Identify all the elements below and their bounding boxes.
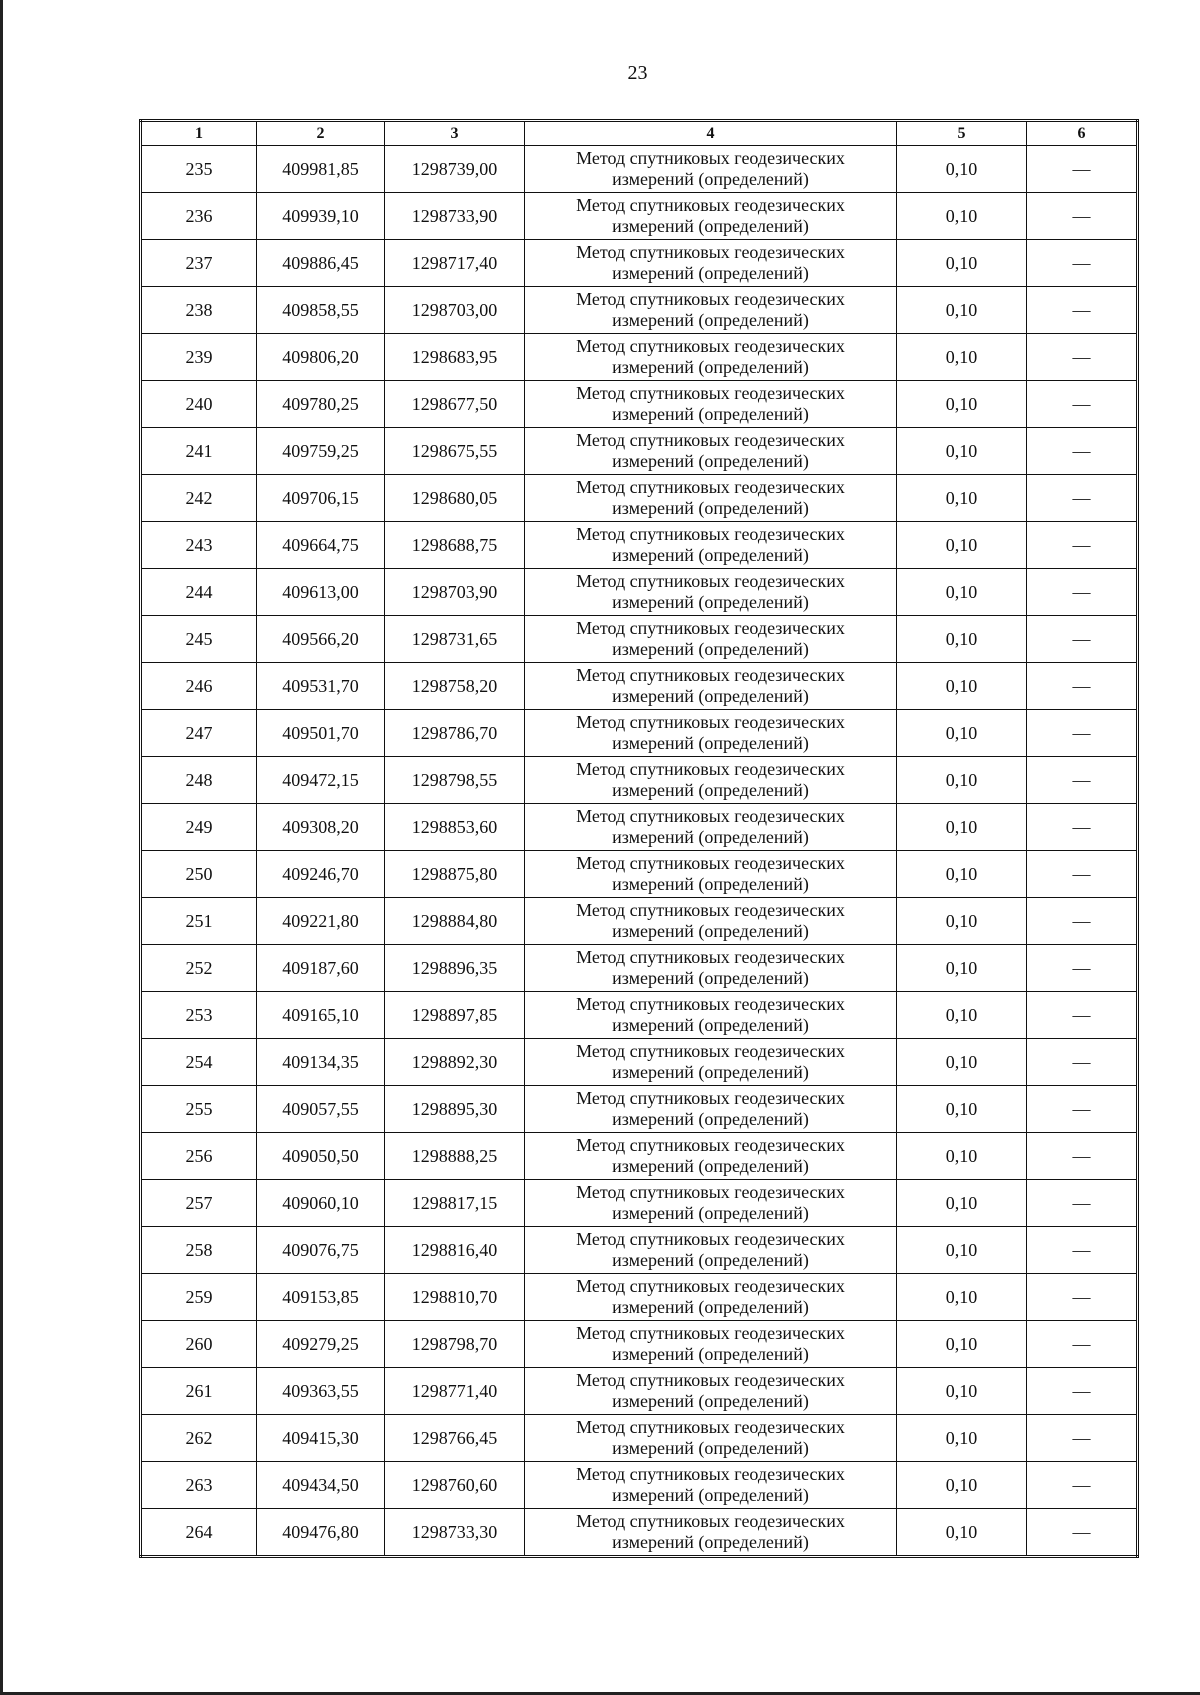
table-row [141, 1321, 1138, 1368]
table-row [141, 287, 1138, 334]
note-cell: — [1027, 240, 1138, 287]
y-coordinate-cell: 1298677,50 [385, 381, 525, 428]
accuracy-cell: 0,10 [897, 569, 1027, 616]
table-row [141, 992, 1138, 1039]
y-coordinate-cell: 1298683,95 [385, 334, 525, 381]
y-coordinate-cell: 1298766,45 [385, 1415, 525, 1462]
point-number-cell: 238 [141, 287, 257, 334]
note-cell: — [1027, 1368, 1138, 1415]
note-cell: — [1027, 992, 1138, 1039]
x-coordinate-cell: 409566,20 [257, 616, 385, 663]
table-row [141, 851, 1138, 898]
point-number-cell: 243 [141, 522, 257, 569]
method-line-2: измерений (определений) [612, 1438, 809, 1458]
table-row [141, 428, 1138, 475]
method-line-1: Метод спутниковых геодезических [576, 853, 845, 873]
accuracy-cell: 0,10 [897, 1274, 1027, 1321]
accuracy-cell: 0,10 [897, 945, 1027, 992]
method-line-2: измерений (определений) [612, 1062, 809, 1082]
method-cell [525, 569, 897, 616]
y-coordinate-cell: 1298733,90 [385, 193, 525, 240]
method-cell [525, 616, 897, 663]
table-row [141, 146, 1138, 193]
method-cell [525, 945, 897, 992]
method-cell [525, 663, 897, 710]
accuracy-cell: 0,10 [897, 1321, 1027, 1368]
table-row [141, 757, 1138, 804]
table-body [141, 146, 1138, 1557]
x-coordinate-cell: 409501,70 [257, 710, 385, 757]
y-coordinate-cell: 1298798,70 [385, 1321, 525, 1368]
y-coordinate-cell: 1298895,30 [385, 1086, 525, 1133]
method-line-2: измерений (определений) [612, 733, 809, 753]
method-cell [525, 475, 897, 522]
method-line-1: Метод спутниковых геодезических [576, 571, 845, 591]
accuracy-cell: 0,10 [897, 710, 1027, 757]
method-line-1: Метод спутниковых геодезических [576, 947, 845, 967]
table-row [141, 569, 1138, 616]
y-coordinate-cell: 1298703,90 [385, 569, 525, 616]
table-row [141, 522, 1138, 569]
method-cell [525, 898, 897, 945]
table-row [141, 1180, 1138, 1227]
method-line-1: Метод спутниковых геодезических [576, 1511, 845, 1531]
y-coordinate-cell: 1298810,70 [385, 1274, 525, 1321]
point-number-cell: 264 [141, 1509, 257, 1557]
method-line-1: Метод спутниковых геодезических [576, 1229, 845, 1249]
note-cell: — [1027, 1039, 1138, 1086]
accuracy-cell: 0,10 [897, 1039, 1027, 1086]
point-number-cell: 251 [141, 898, 257, 945]
y-coordinate-cell: 1298731,65 [385, 616, 525, 663]
table-row [141, 804, 1138, 851]
method-cell [525, 428, 897, 475]
y-coordinate-cell: 1298897,85 [385, 992, 525, 1039]
note-cell: — [1027, 710, 1138, 757]
method-cell [525, 240, 897, 287]
note-cell: — [1027, 804, 1138, 851]
method-line-2: измерений (определений) [612, 404, 809, 424]
point-number-cell: 263 [141, 1462, 257, 1509]
y-coordinate-cell: 1298739,00 [385, 146, 525, 193]
note-cell: — [1027, 663, 1138, 710]
method-line-1: Метод спутниковых геодезических [576, 1041, 845, 1061]
point-number-cell: 257 [141, 1180, 257, 1227]
x-coordinate-cell: 409279,25 [257, 1321, 385, 1368]
method-cell [525, 1415, 897, 1462]
y-coordinate-cell: 1298758,20 [385, 663, 525, 710]
method-line-2: измерений (определений) [612, 1485, 809, 1505]
method-cell [525, 1274, 897, 1321]
column-header-6: 6 [1027, 121, 1138, 146]
method-cell [525, 992, 897, 1039]
x-coordinate-cell: 409134,35 [257, 1039, 385, 1086]
y-coordinate-cell: 1298680,05 [385, 475, 525, 522]
x-coordinate-cell: 409246,70 [257, 851, 385, 898]
method-line-2: измерений (определений) [612, 921, 809, 941]
x-coordinate-cell: 409886,45 [257, 240, 385, 287]
x-coordinate-cell: 409050,50 [257, 1133, 385, 1180]
header-row [141, 121, 1138, 146]
x-coordinate-cell: 409472,15 [257, 757, 385, 804]
method-cell [525, 334, 897, 381]
point-number-cell: 239 [141, 334, 257, 381]
accuracy-cell: 0,10 [897, 804, 1027, 851]
point-number-cell: 247 [141, 710, 257, 757]
table-row [141, 381, 1138, 428]
method-line-2: измерений (определений) [612, 451, 809, 471]
note-cell: — [1027, 1462, 1138, 1509]
accuracy-cell: 0,10 [897, 334, 1027, 381]
y-coordinate-cell: 1298675,55 [385, 428, 525, 475]
accuracy-cell: 0,10 [897, 1462, 1027, 1509]
table-row [141, 1415, 1138, 1462]
x-coordinate-cell: 409858,55 [257, 287, 385, 334]
point-number-cell: 240 [141, 381, 257, 428]
scan-edge-left [0, 0, 3, 1695]
method-line-1: Метод спутниковых геодезических [576, 524, 845, 544]
point-number-cell: 253 [141, 992, 257, 1039]
method-cell [525, 1462, 897, 1509]
y-coordinate-cell: 1298884,80 [385, 898, 525, 945]
y-coordinate-cell: 1298853,60 [385, 804, 525, 851]
note-cell: — [1027, 1227, 1138, 1274]
method-line-2: измерений (определений) [612, 498, 809, 518]
x-coordinate-cell: 409153,85 [257, 1274, 385, 1321]
table-row [141, 898, 1138, 945]
x-coordinate-cell: 409165,10 [257, 992, 385, 1039]
point-number-cell: 235 [141, 146, 257, 193]
method-line-1: Метод спутниковых геодезических [576, 900, 845, 920]
y-coordinate-cell: 1298771,40 [385, 1368, 525, 1415]
table-row [141, 1039, 1138, 1086]
accuracy-cell: 0,10 [897, 1227, 1027, 1274]
method-cell [525, 757, 897, 804]
method-line-2: измерений (определений) [612, 1156, 809, 1176]
accuracy-cell: 0,10 [897, 616, 1027, 663]
table-row [141, 1227, 1138, 1274]
y-coordinate-cell: 1298688,75 [385, 522, 525, 569]
x-coordinate-cell: 409434,50 [257, 1462, 385, 1509]
x-coordinate-cell: 409476,80 [257, 1509, 385, 1557]
x-coordinate-cell: 409308,20 [257, 804, 385, 851]
note-cell: — [1027, 334, 1138, 381]
note-cell: — [1027, 1274, 1138, 1321]
point-number-cell: 256 [141, 1133, 257, 1180]
accuracy-cell: 0,10 [897, 1509, 1027, 1557]
method-line-1: Метод спутниковых геодезических [576, 1370, 845, 1390]
note-cell: — [1027, 428, 1138, 475]
method-cell [525, 1227, 897, 1274]
method-line-1: Метод спутниковых геодезических [576, 1464, 845, 1484]
point-number-cell: 248 [141, 757, 257, 804]
method-line-1: Метод спутниковых геодезических [576, 477, 845, 497]
x-coordinate-cell: 409780,25 [257, 381, 385, 428]
method-line-1: Метод спутниковых геодезических [576, 665, 845, 685]
method-line-2: измерений (определений) [612, 639, 809, 659]
method-line-2: измерений (определений) [612, 1203, 809, 1223]
method-line-1: Метод спутниковых геодезических [576, 1182, 845, 1202]
method-line-1: Метод спутниковых геодезических [576, 1276, 845, 1296]
method-line-2: измерений (определений) [612, 968, 809, 988]
y-coordinate-cell: 1298896,35 [385, 945, 525, 992]
method-cell [525, 710, 897, 757]
accuracy-cell: 0,10 [897, 240, 1027, 287]
method-cell [525, 804, 897, 851]
note-cell: — [1027, 1415, 1138, 1462]
table-row [141, 193, 1138, 240]
method-cell [525, 1039, 897, 1086]
x-coordinate-cell: 409706,15 [257, 475, 385, 522]
accuracy-cell: 0,10 [897, 146, 1027, 193]
method-line-2: измерений (определений) [612, 310, 809, 330]
note-cell: — [1027, 287, 1138, 334]
method-line-2: измерений (определений) [612, 216, 809, 236]
accuracy-cell: 0,10 [897, 992, 1027, 1039]
method-line-1: Метод спутниковых геодезических [576, 383, 845, 403]
point-number-cell: 246 [141, 663, 257, 710]
accuracy-cell: 0,10 [897, 1180, 1027, 1227]
accuracy-cell: 0,10 [897, 381, 1027, 428]
accuracy-cell: 0,10 [897, 287, 1027, 334]
note-cell: — [1027, 616, 1138, 663]
method-line-2: измерений (определений) [612, 545, 809, 565]
x-coordinate-cell: 409221,80 [257, 898, 385, 945]
method-line-2: измерений (определений) [612, 169, 809, 189]
method-line-2: измерений (определений) [612, 686, 809, 706]
accuracy-cell: 0,10 [897, 1415, 1027, 1462]
method-line-1: Метод спутниковых геодезических [576, 148, 845, 168]
note-cell: — [1027, 1509, 1138, 1557]
x-coordinate-cell: 409363,55 [257, 1368, 385, 1415]
method-cell [525, 851, 897, 898]
method-cell [525, 1321, 897, 1368]
column-header-1: 1 [141, 121, 257, 146]
coordinates-table [139, 119, 1139, 1558]
note-cell: — [1027, 569, 1138, 616]
method-line-2: измерений (определений) [612, 1391, 809, 1411]
note-cell: — [1027, 851, 1138, 898]
method-line-1: Метод спутниковых геодезических [576, 1135, 845, 1155]
point-number-cell: 241 [141, 428, 257, 475]
method-line-2: измерений (определений) [612, 780, 809, 800]
point-number-cell: 262 [141, 1415, 257, 1462]
y-coordinate-cell: 1298703,00 [385, 287, 525, 334]
method-line-1: Метод спутниковых геодезических [576, 712, 845, 732]
y-coordinate-cell: 1298875,80 [385, 851, 525, 898]
point-number-cell: 245 [141, 616, 257, 663]
table-row [141, 1462, 1138, 1509]
table-row [141, 710, 1138, 757]
method-cell [525, 193, 897, 240]
method-line-2: измерений (определений) [612, 263, 809, 283]
point-number-cell: 250 [141, 851, 257, 898]
method-cell [525, 1509, 897, 1557]
note-cell: — [1027, 522, 1138, 569]
method-cell [525, 1086, 897, 1133]
method-line-1: Метод спутниковых геодезических [576, 242, 845, 262]
accuracy-cell: 0,10 [897, 898, 1027, 945]
note-cell: — [1027, 146, 1138, 193]
point-number-cell: 259 [141, 1274, 257, 1321]
table-row [141, 240, 1138, 287]
accuracy-cell: 0,10 [897, 428, 1027, 475]
accuracy-cell: 0,10 [897, 522, 1027, 569]
y-coordinate-cell: 1298888,25 [385, 1133, 525, 1180]
table-row [141, 1368, 1138, 1415]
table-row [141, 616, 1138, 663]
column-header-3: 3 [385, 121, 525, 146]
x-coordinate-cell: 409060,10 [257, 1180, 385, 1227]
accuracy-cell: 0,10 [897, 1086, 1027, 1133]
table-row [141, 945, 1138, 992]
y-coordinate-cell: 1298717,40 [385, 240, 525, 287]
x-coordinate-cell: 409057,55 [257, 1086, 385, 1133]
method-line-1: Метод спутниковых геодезических [576, 994, 845, 1014]
point-number-cell: 260 [141, 1321, 257, 1368]
method-cell [525, 287, 897, 334]
x-coordinate-cell: 409415,30 [257, 1415, 385, 1462]
accuracy-cell: 0,10 [897, 1133, 1027, 1180]
y-coordinate-cell: 1298816,40 [385, 1227, 525, 1274]
method-line-2: измерений (определений) [612, 827, 809, 847]
note-cell: — [1027, 193, 1138, 240]
method-cell [525, 522, 897, 569]
point-number-cell: 255 [141, 1086, 257, 1133]
x-coordinate-cell: 409939,10 [257, 193, 385, 240]
y-coordinate-cell: 1298786,70 [385, 710, 525, 757]
y-coordinate-cell: 1298817,15 [385, 1180, 525, 1227]
point-number-cell: 249 [141, 804, 257, 851]
note-cell: — [1027, 757, 1138, 804]
x-coordinate-cell: 409613,00 [257, 569, 385, 616]
method-line-2: измерений (определений) [612, 592, 809, 612]
method-line-1: Метод спутниковых геодезических [576, 1088, 845, 1108]
accuracy-cell: 0,10 [897, 663, 1027, 710]
point-number-cell: 237 [141, 240, 257, 287]
column-header-5: 5 [897, 121, 1027, 146]
x-coordinate-cell: 409664,75 [257, 522, 385, 569]
method-line-1: Метод спутниковых геодезических [576, 1323, 845, 1343]
accuracy-cell: 0,10 [897, 851, 1027, 898]
method-cell [525, 1133, 897, 1180]
accuracy-cell: 0,10 [897, 193, 1027, 240]
method-line-1: Метод спутниковых геодезических [576, 1417, 845, 1437]
accuracy-cell: 0,10 [897, 1368, 1027, 1415]
note-cell: — [1027, 1086, 1138, 1133]
method-line-2: измерений (определений) [612, 1250, 809, 1270]
point-number-cell: 258 [141, 1227, 257, 1274]
method-line-2: измерений (определений) [612, 357, 809, 377]
page-number: 23 [627, 62, 648, 84]
method-cell [525, 381, 897, 428]
table-row [141, 1509, 1138, 1557]
accuracy-cell: 0,10 [897, 757, 1027, 804]
y-coordinate-cell: 1298760,60 [385, 1462, 525, 1509]
table-row [141, 1274, 1138, 1321]
method-line-2: измерений (определений) [612, 1015, 809, 1035]
table-row [141, 1133, 1138, 1180]
y-coordinate-cell: 1298733,30 [385, 1509, 525, 1557]
x-coordinate-cell: 409759,25 [257, 428, 385, 475]
table-row [141, 663, 1138, 710]
note-cell: — [1027, 1133, 1138, 1180]
table-header [141, 121, 1138, 146]
point-number-cell: 242 [141, 475, 257, 522]
x-coordinate-cell: 409806,20 [257, 334, 385, 381]
point-number-cell: 236 [141, 193, 257, 240]
note-cell: — [1027, 945, 1138, 992]
method-cell [525, 146, 897, 193]
table-row [141, 475, 1138, 522]
method-line-2: измерений (определений) [612, 1344, 809, 1364]
note-cell: — [1027, 381, 1138, 428]
accuracy-cell: 0,10 [897, 475, 1027, 522]
y-coordinate-cell: 1298798,55 [385, 757, 525, 804]
method-line-1: Метод спутниковых геодезических [576, 759, 845, 779]
x-coordinate-cell: 409531,70 [257, 663, 385, 710]
y-coordinate-cell: 1298892,30 [385, 1039, 525, 1086]
method-cell [525, 1368, 897, 1415]
method-line-1: Метод спутниковых геодезических [576, 336, 845, 356]
column-header-2: 2 [257, 121, 385, 146]
method-line-2: измерений (определений) [612, 874, 809, 894]
x-coordinate-cell: 409187,60 [257, 945, 385, 992]
method-line-2: измерений (определений) [612, 1297, 809, 1317]
table-row [141, 334, 1138, 381]
note-cell: — [1027, 475, 1138, 522]
method-line-1: Метод спутниковых геодезических [576, 618, 845, 638]
method-line-1: Метод спутниковых геодезических [576, 430, 845, 450]
column-header-4: 4 [525, 121, 897, 146]
table-row [141, 1086, 1138, 1133]
point-number-cell: 252 [141, 945, 257, 992]
method-line-1: Метод спутниковых геодезических [576, 195, 845, 215]
x-coordinate-cell: 409981,85 [257, 146, 385, 193]
note-cell: — [1027, 1180, 1138, 1227]
point-number-cell: 261 [141, 1368, 257, 1415]
method-line-2: измерений (определений) [612, 1532, 809, 1552]
method-line-2: измерений (определений) [612, 1109, 809, 1129]
note-cell: — [1027, 898, 1138, 945]
x-coordinate-cell: 409076,75 [257, 1227, 385, 1274]
method-line-1: Метод спутниковых геодезических [576, 806, 845, 826]
point-number-cell: 254 [141, 1039, 257, 1086]
method-line-1: Метод спутниковых геодезических [576, 289, 845, 309]
method-cell [525, 1180, 897, 1227]
note-cell: — [1027, 1321, 1138, 1368]
point-number-cell: 244 [141, 569, 257, 616]
